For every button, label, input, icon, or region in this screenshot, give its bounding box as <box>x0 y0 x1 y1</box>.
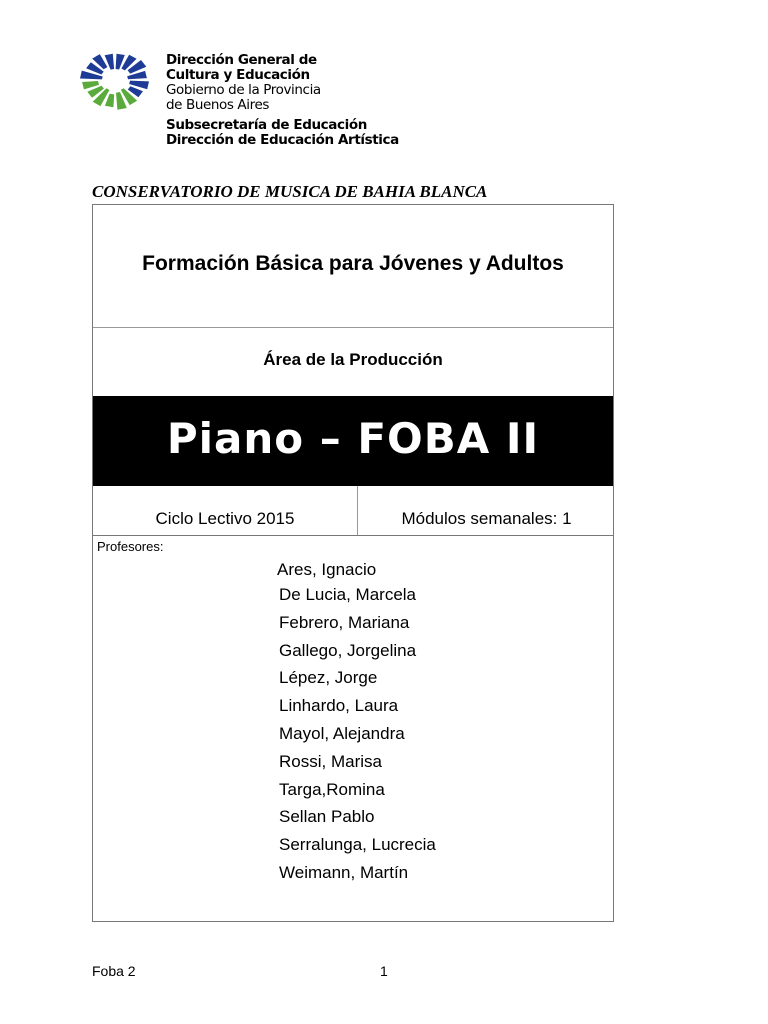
title-cell <box>93 205 613 328</box>
profesores-list <box>279 559 436 887</box>
organization-header <box>166 53 466 148</box>
institution-name: CONSERVATORIO DE MUSICA DE BAHIA BLANCA <box>92 182 488 201</box>
course-title: Formación Básica para Jóvenes y Adultos <box>142 252 564 275</box>
area-cell <box>93 328 613 396</box>
org-line: Gobierno de la Provincia <box>166 82 321 98</box>
org-line: Dirección de Educación Artística <box>166 132 399 148</box>
list-item: Linhardo, Laura <box>279 696 399 716</box>
list-item: De Lucia, Marcela <box>279 585 417 604</box>
org-line: Cultura y Educación <box>166 67 310 83</box>
ciclo-lectivo: Ciclo Lectivo 2015 <box>155 509 295 528</box>
list-item: Gallego, Jorgelina <box>279 640 417 660</box>
list-item: Ares, Ignacio <box>277 560 377 579</box>
list-item: Targa,Romina <box>279 779 385 799</box>
list-item: Mayol, Alejandra <box>279 723 405 743</box>
list-item: Weimann, Martín <box>279 862 409 882</box>
org-line: Subsecretaría de Educación <box>166 117 367 133</box>
modulos-semanales: Módulos semanales: 1 <box>401 509 572 528</box>
list-item: Sellan Pablo <box>279 807 375 827</box>
provincia-buenos-aires-logo-icon <box>74 46 156 114</box>
document-frame <box>92 204 614 922</box>
org-line: de Buenos Aires <box>166 97 270 113</box>
list-item: Serralunga, Lucrecia <box>279 835 436 855</box>
footer-label: Foba 2 <box>92 963 136 979</box>
page-number: 1 <box>380 963 388 979</box>
info-row <box>93 486 613 536</box>
org-line: Dirección General de <box>166 52 317 68</box>
profesores-label: Profesores: <box>97 539 164 554</box>
banner-title: Piano – FOBA II <box>166 414 540 463</box>
banner-cell <box>93 396 613 486</box>
list-item: Febrero, Mariana <box>279 612 410 632</box>
list-item: Rossi, Marisa <box>279 751 382 771</box>
area-label: Área de la Producción <box>263 350 443 369</box>
list-item: Lépez, Jorge <box>279 668 378 688</box>
